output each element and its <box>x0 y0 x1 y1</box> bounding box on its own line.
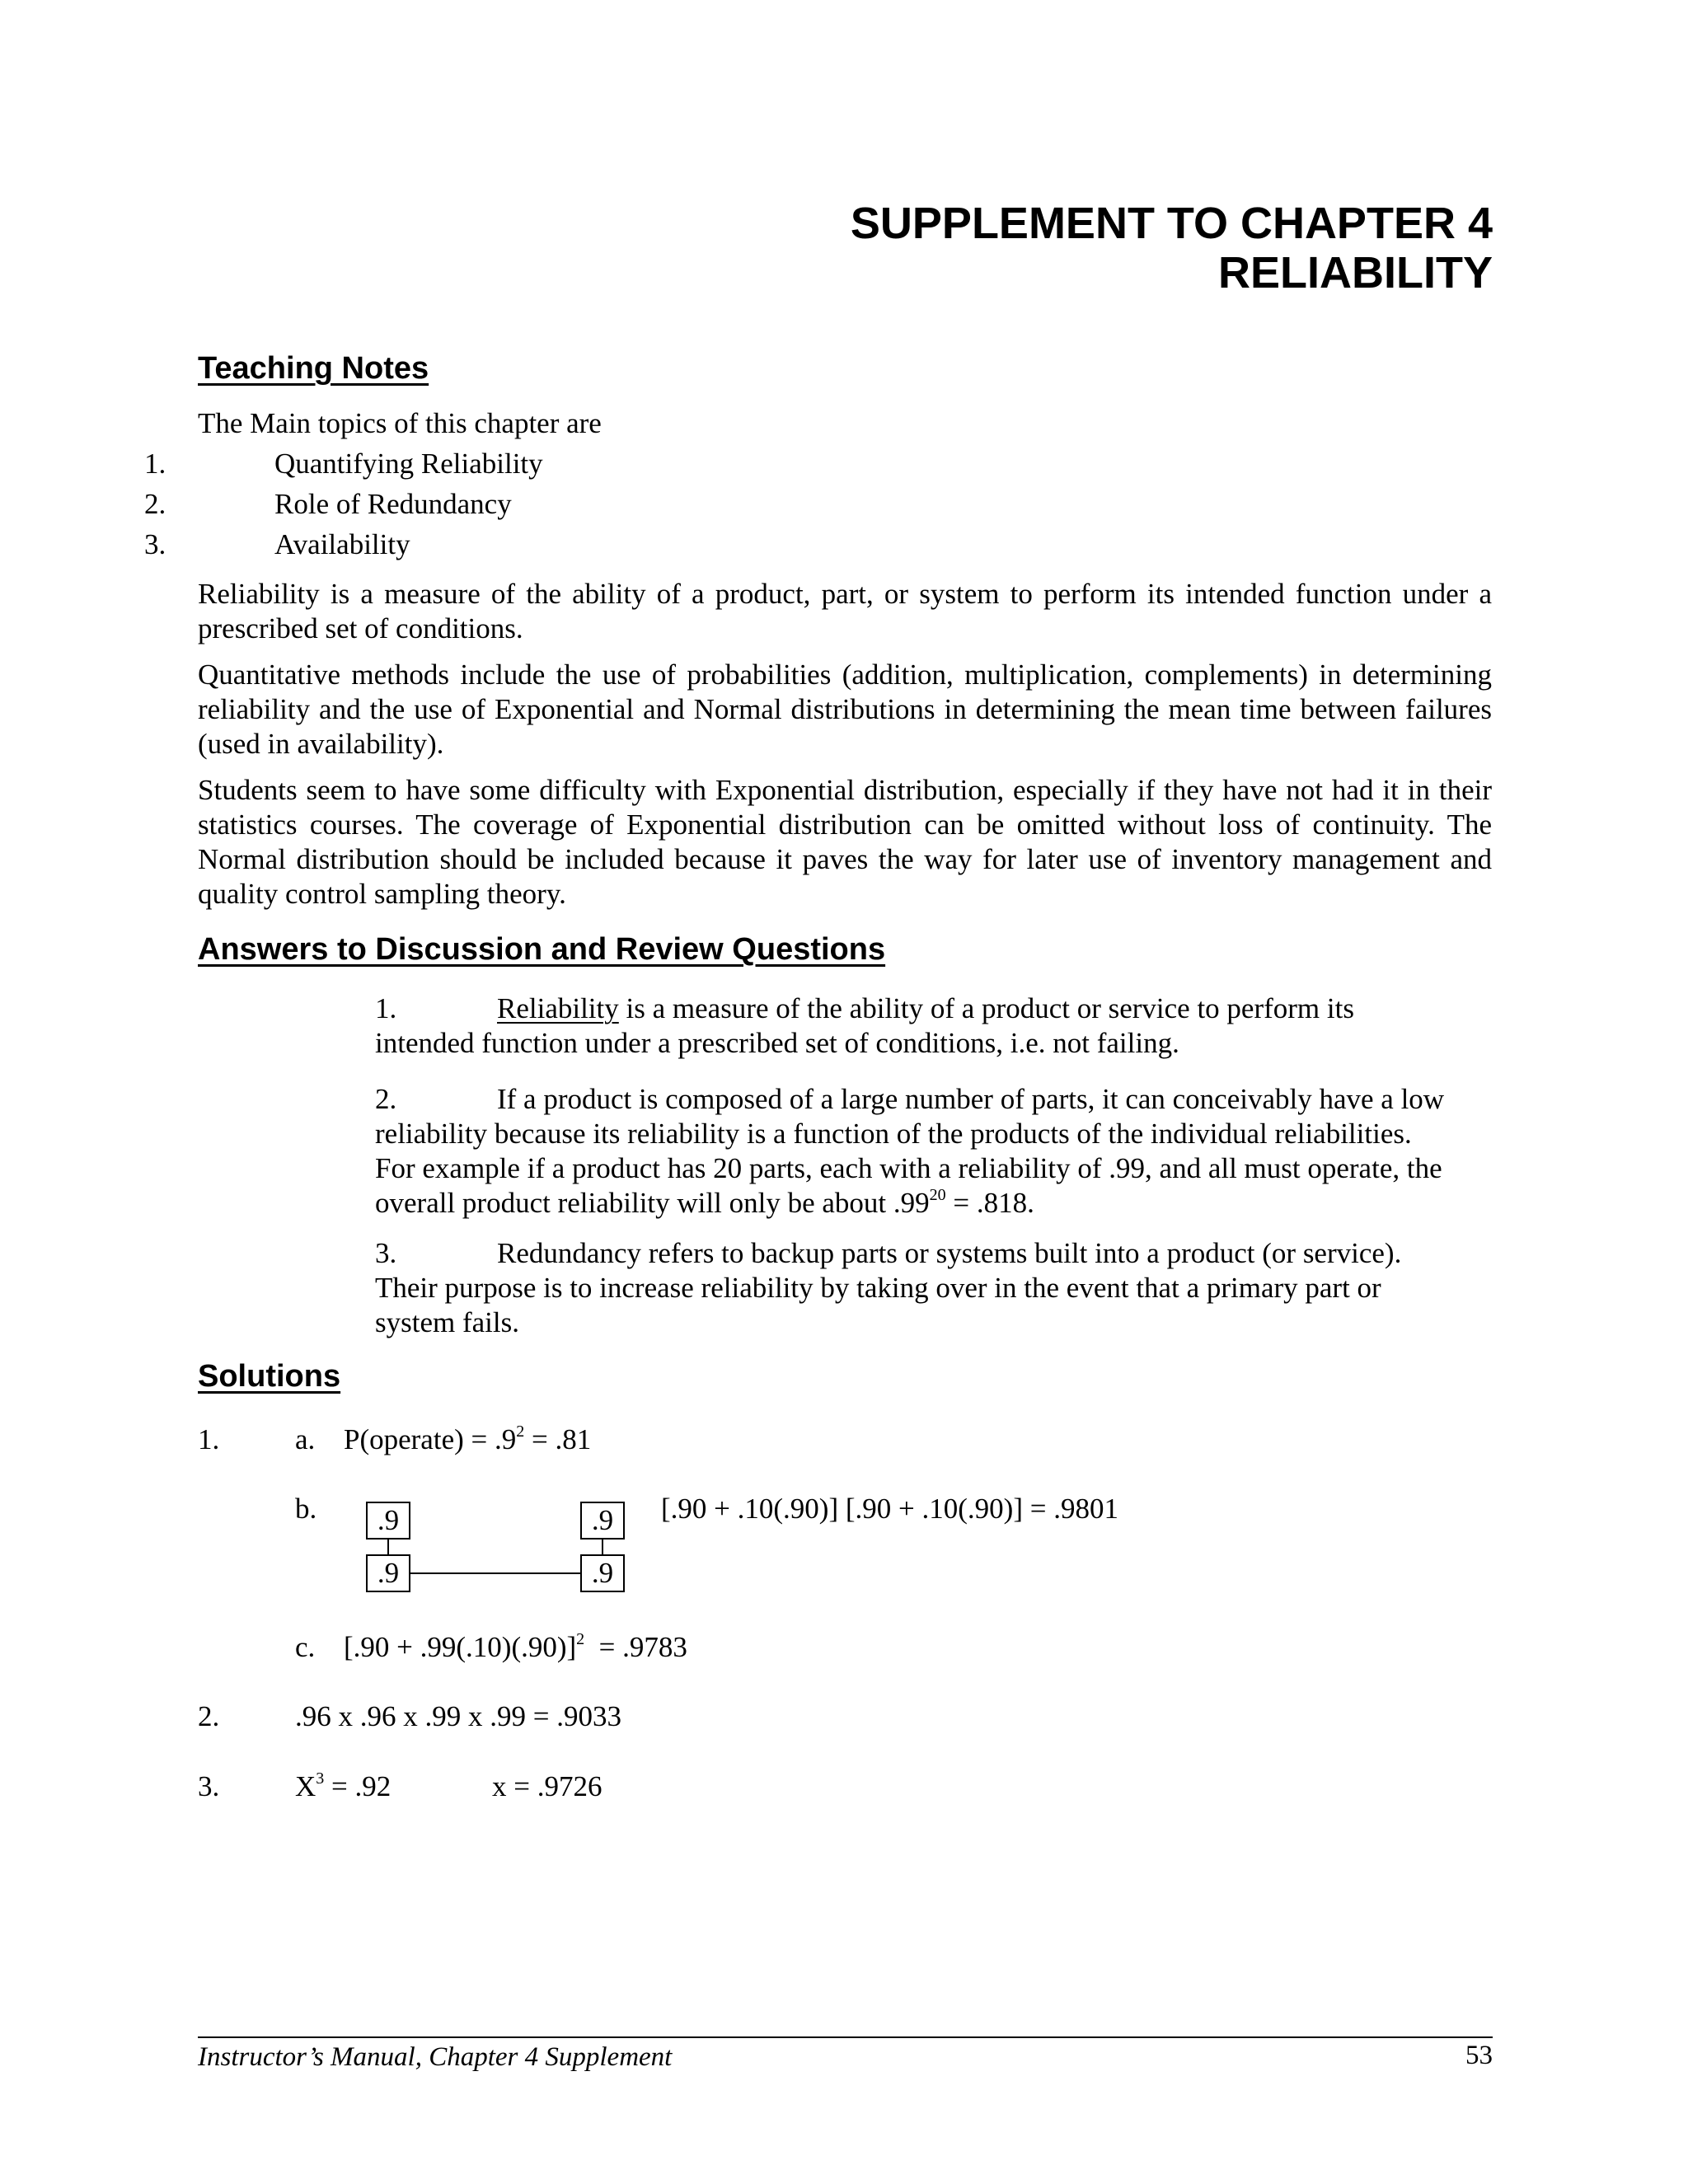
solutions-heading: Solutions <box>198 1359 341 1394</box>
reliability-term: Reliability <box>497 992 619 1024</box>
component-box: .9 <box>580 1554 625 1592</box>
answer-number: 3. <box>375 1237 397 1269</box>
topic-number: 2. <box>144 488 166 520</box>
exponent: 2 <box>576 1630 585 1648</box>
answer-number: 2. <box>375 1083 397 1115</box>
footer-title: Instructor’s Manual, Chapter 4 Supplement <box>198 2042 673 2072</box>
answer-text: is a measure of the ability of a product or service to perform its intended function under a prescribed set of conditions, i.e. not failing. <box>375 992 1354 1059</box>
topic-label: Role of Redundancy <box>274 488 512 520</box>
topic-number: 3. <box>144 528 166 560</box>
topic-label: Availability <box>274 528 410 560</box>
discussion-answer-1 <box>375 991 1447 1061</box>
solution-2-formula: .96 x .96 x .99 x .99 = .9033 <box>295 1700 621 1732</box>
component-box: .9 <box>580 1502 625 1540</box>
exponent: 3 <box>316 1769 325 1788</box>
formula-text: P(operate) = .9 <box>344 1423 517 1455</box>
formula-result: = .9783 <box>584 1631 687 1663</box>
chapter-title-line-1: SUPPLEMENT TO CHAPTER 4 <box>850 199 1493 248</box>
answer-text: Redundancy refers to backup parts or systems built into a product (or service). Their purpose is to increase reliability by taking over in the event that a primary part or system fails. <box>375 1237 1402 1338</box>
exponent: 2 <box>516 1422 525 1441</box>
connector-line <box>410 1572 580 1574</box>
discussion-answer-3 <box>375 1236 1447 1340</box>
answer-text: If a product is composed of a large number of parts, it can conceivably have a low reliability because its reliability is a function of the products of the individual reliabilities. For example if a product has 20 parts, each with a reliability of .99, and all must operate, the overall product reliability will only be about .99 <box>375 1083 1445 1219</box>
component-box: .9 <box>366 1554 410 1592</box>
topic-number: 1. <box>144 448 166 480</box>
part-b-formula: [.90 + .10(.90)] [.90 + .10(.90)] = .9801 <box>661 1493 1118 1525</box>
chapter-title-line-2: RELIABILITY <box>1218 248 1493 298</box>
paragraph-reliability-definition: Reliability is a measure of the ability of a product, part, or system to perform its intended function under a prescribed set of conditions. <box>198 578 1492 644</box>
part-label: b. <box>295 1493 317 1525</box>
paragraph-students-difficulty: Students seem to have some difficulty with Exponential distribution, especially if they have not had it in their statistics courses. The coverage of Exponential distribution can be omitted without loss of continuity. The Normal distribution should be included because it paves the way for later use of inventory management and quality control sampling theory. <box>198 774 1492 910</box>
solution-number: 2. <box>198 1700 220 1732</box>
answer-tail: = .818. <box>945 1187 1034 1219</box>
teaching-notes-heading: Teaching Notes <box>198 351 429 386</box>
paragraph-quantitative-methods: Quantitative methods include the use of probabilities (addition, multiplication, complements) in determining reliability and the use of Exponential and Normal distributions in determining the mean time between failures (used in availability). <box>198 658 1492 760</box>
discussion-heading: Answers to Discussion and Review Questions <box>198 932 886 967</box>
solution-3-formula <box>295 1769 391 1804</box>
connector-line <box>387 1540 389 1554</box>
topics-intro: The Main topics of this chapter are <box>198 407 602 439</box>
part-label: c. <box>295 1631 316 1663</box>
footer-rule <box>198 2036 1493 2038</box>
formula-result: = .92 <box>324 1770 392 1802</box>
discussion-answer-2 <box>375 1082 1447 1221</box>
exponent: 20 <box>929 1186 946 1204</box>
formula-text: [.90 + .99(.10)(.90)] <box>344 1631 577 1663</box>
connector-line <box>602 1540 603 1554</box>
part-c-formula <box>344 1630 687 1665</box>
formula-result: = .81 <box>524 1423 592 1455</box>
part-a-formula <box>344 1422 591 1457</box>
page-number: 53 <box>1465 2041 1493 2070</box>
formula-text: X <box>295 1770 316 1802</box>
topic-label: Quantifying Reliability <box>274 448 543 480</box>
solution-number: 3. <box>198 1770 220 1802</box>
solution-3-answer: x = .9726 <box>492 1770 603 1802</box>
solution-number: 1. <box>198 1423 220 1455</box>
component-box: .9 <box>366 1502 410 1540</box>
answer-number: 1. <box>375 992 397 1024</box>
part-label: a. <box>295 1423 316 1455</box>
